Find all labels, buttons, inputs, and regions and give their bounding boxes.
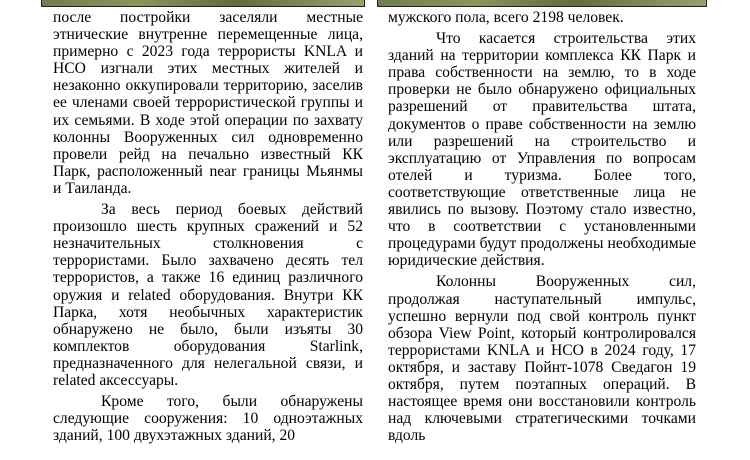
paragraph: Что касается строительства этих зданий на территории комплекса КК Парк и права собственности на землю, то в ходе проверки не было обнаружено официальных разрешений от правительства штата, документов о праве собственности на землю или разрешений на строительство и эксплуатацию от Управления по вопросам отелей и туризма. Более того, соответствующие ответственные лица не явились по вызову. Поэтому стало известно, что в соответствии с установленными процедурами будут продолжены необходимые юридические действия. [388,30,696,270]
photo-right-edge [377,0,707,7]
paragraph: Колонны Вооруженных сил, продолжая наступательный импульс, успешно вернули под свой контроль пункт обзора View Point, который контролировался террористами KNLA и НСО в 2024 году, 17 октября, и заставу Пойнт-1078 Сведагон 19 октября, путем поэтапных операций. В настоящее время они восстановили контроль над ключевыми стратегическими точками вдоль [388,273,696,445]
paragraph: после постройки заселяли местные этнические внутренне перемещенные лица, примерно с 2023 года террористы KNLA и НСО изгнали этих местных жителей и незаконно оккупировали территорию, заселив ее членами своей террористической группы и их семьями. В ходе этой операции по захвату колонны Вооруженных сил одновременно провели рейд на печально известный КК Парк, расположенный near границы Мьянмы и Таиланда. [53,9,363,197]
article-column-left [53,9,363,448]
paragraph: мужского пола, всего 2198 человек. [388,9,624,26]
paragraph: Кроме того, были обнаружены следующие сооружения: 10 одноэтажных зданий, 100 двухэтажных зданий, 20 [53,393,363,445]
photo-left-edge [41,0,365,7]
paragraph: За весь период боевых действий произошло шесть крупных сражений и 52 незначительных столкновения с террористами. Было захвачено десять тел террористов, а также 16 единиц различного оружия и related оборудования. Внутри КК Парка, хотя необычных характеристик обнаружено не было, были изъяты 30 комплектов оборудования Starlink, предназначенного для нелегальной связи, и related аксессуары. [53,201,363,389]
article-column-right [388,9,696,448]
